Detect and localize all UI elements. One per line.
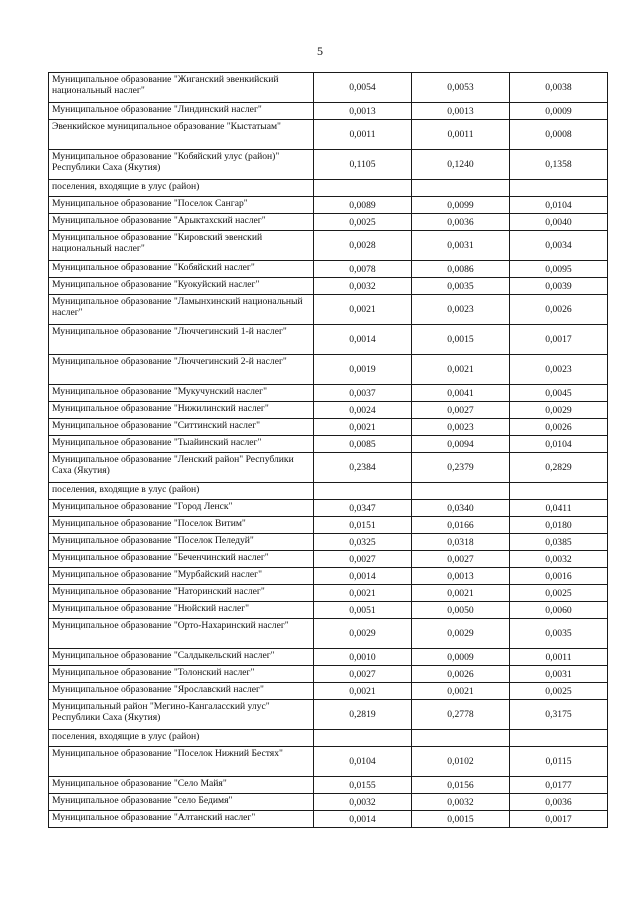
table-row [49,534,608,551]
municipality-name-cell: Муниципальный район "Мегино-Кангаласский улус" Республики Саха (Якутия) [49,700,314,730]
value-cell-2: 0,0156 [412,777,510,794]
value-cell-2: 0,0099 [412,197,510,214]
value-cell-2: 0,0041 [412,385,510,402]
value-cell-2: 0,0029 [412,619,510,649]
value-cell-1: 0,0019 [314,355,412,385]
value-cell-3: 0,0411 [510,500,608,517]
value-cell-3: 0,0009 [510,103,608,120]
value-cell-1: 0,0078 [314,261,412,278]
value-cell-1: 0,0104 [314,747,412,777]
value-cell-1: 0,0051 [314,602,412,619]
table-row [49,500,608,517]
value-cell-1: 0,0028 [314,231,412,261]
value-cell-3: 0,0025 [510,585,608,602]
value-cell-2: 0,0166 [412,517,510,534]
value-cell-3: 0,0115 [510,747,608,777]
table-row [49,568,608,585]
value-cell-3: 0,0017 [510,811,608,828]
value-cell-3: 0,0177 [510,777,608,794]
value-cell-1: 0,0325 [314,534,412,551]
municipality-name-cell: Муниципальное образование "Орто-Нахаринский наслег" [49,619,314,649]
value-cell-1: 0,0032 [314,794,412,811]
municipality-name-cell: поселения, входящие в улус (район) [49,180,314,197]
value-cell-1: 0,0027 [314,666,412,683]
value-cell-3: 0,0038 [510,73,608,103]
value-cell-1: 0,0014 [314,811,412,828]
municipality-name-cell: Муниципальное образование "Наторинский наслег" [49,585,314,602]
value-cell-3: 0,0104 [510,197,608,214]
municipality-name-cell: Муниципальное образование "Поселок Пеледуй" [49,534,314,551]
value-cell-1 [314,180,412,197]
table-row [49,666,608,683]
value-cell-1: 0,0021 [314,585,412,602]
value-cell-2: 0,0015 [412,325,510,355]
municipality-name-cell: Муниципальное образование "Ярославский наслег" [49,683,314,700]
value-cell-3: 0,0039 [510,278,608,295]
value-cell-2: 0,0015 [412,811,510,828]
municipality-name-cell: поселения, входящие в улус (район) [49,483,314,500]
municipality-name-cell: Муниципальное образование "Село Майя" [49,777,314,794]
value-cell-3 [510,180,608,197]
municipality-name-cell: Муниципальное образование "Жиганский эвенкийский национальный наслег" [49,73,314,103]
allocation-table [48,72,608,828]
municipality-name-cell: Муниципальное образование "Нижилинский наслег" [49,402,314,419]
value-cell-2: 0,0340 [412,500,510,517]
table-row [49,385,608,402]
value-cell-1: 0,2384 [314,453,412,483]
value-cell-1: 0,0013 [314,103,412,120]
value-cell-3: 0,0040 [510,214,608,231]
value-cell-1: 0,0029 [314,619,412,649]
value-cell-1: 0,0085 [314,436,412,453]
value-cell-2: 0,0094 [412,436,510,453]
value-cell-3: 0,0025 [510,683,608,700]
table-row [49,355,608,385]
value-cell-3: 0,2829 [510,453,608,483]
value-cell-1: 0,0032 [314,278,412,295]
municipality-name-cell: Муниципальное образование "Поселок Сангар" [49,197,314,214]
municipality-name-cell: Муниципальное образование "Линдинский наслег" [49,103,314,120]
table-row [49,649,608,666]
value-cell-3: 0,0095 [510,261,608,278]
municipality-name-cell: Муниципальное образование "Ситтинский наслег" [49,419,314,436]
value-cell-3 [510,730,608,747]
value-cell-3: 0,0008 [510,120,608,150]
table-row [49,794,608,811]
value-cell-3: 0,0034 [510,231,608,261]
value-cell-2: 0,0009 [412,649,510,666]
value-cell-2: 0,1240 [412,150,510,180]
table-row [49,517,608,534]
value-cell-3: 0,0385 [510,534,608,551]
value-cell-2: 0,0023 [412,419,510,436]
municipality-name-cell: Муниципальное образование "Мурбайский наслег" [49,568,314,585]
value-cell-3: 0,0026 [510,295,608,325]
value-cell-2: 0,0032 [412,794,510,811]
value-cell-2: 0,0021 [412,683,510,700]
value-cell-3: 0,0026 [510,419,608,436]
value-cell-3: 0,0017 [510,325,608,355]
table-row [49,180,608,197]
table-row [49,231,608,261]
table-row [49,120,608,150]
value-cell-1: 0,0010 [314,649,412,666]
table-row [49,619,608,649]
municipality-name-cell: Муниципальное образование "Ламынхинский национальный наслег" [49,295,314,325]
municipality-name-cell: Муниципальное образование "Кобяйский улус (район)" Республики Саха (Якутия) [49,150,314,180]
value-cell-3: 0,0045 [510,385,608,402]
value-cell-3: 0,0031 [510,666,608,683]
value-cell-3: 0,1358 [510,150,608,180]
table-row [49,419,608,436]
value-cell-2: 0,0102 [412,747,510,777]
page-number: 5 [317,44,323,58]
municipality-name-cell: Муниципальное образование "Ленский район" Республики Саха (Якутия) [49,453,314,483]
table-row [49,214,608,231]
table-row [49,150,608,180]
table-row [49,103,608,120]
value-cell-2: 0,0027 [412,402,510,419]
municipality-name-cell: Муниципальное образование "село Бедимя" [49,794,314,811]
value-cell-3: 0,0180 [510,517,608,534]
value-cell-1: 0,0014 [314,568,412,585]
value-cell-1: 0,0025 [314,214,412,231]
table-row [49,261,608,278]
value-cell-1: 0,0155 [314,777,412,794]
value-cell-1: 0,0024 [314,402,412,419]
table-row [49,747,608,777]
table-row [49,278,608,295]
value-cell-2: 0,0086 [412,261,510,278]
municipality-name-cell: Муниципальное образование "Кобяйский наслег" [49,261,314,278]
value-cell-1: 0,0011 [314,120,412,150]
municipality-name-cell: Муниципальное образование "Поселок Нижний Бестях" [49,747,314,777]
table-row [49,295,608,325]
value-cell-1: 0,0014 [314,325,412,355]
municipality-name-cell: Муниципальное образование "Салдыкельский наслег" [49,649,314,666]
table-body [49,73,608,828]
value-cell-1 [314,730,412,747]
value-cell-3 [510,483,608,500]
value-cell-1: 0,0021 [314,683,412,700]
municipality-name-cell: Эвенкийское муниципальное образование "Кыстатыам" [49,120,314,150]
value-cell-1: 0,1105 [314,150,412,180]
municipality-name-cell: Муниципальное образование "Кировский эвенский национальный наслег" [49,231,314,261]
value-cell-1: 0,0021 [314,295,412,325]
value-cell-3: 0,0060 [510,602,608,619]
municipality-name-cell: Муниципальное образование "Нюйский наслег" [49,602,314,619]
value-cell-3: 0,0029 [510,402,608,419]
value-cell-2: 0,0318 [412,534,510,551]
value-cell-1: 0,0021 [314,419,412,436]
table-row [49,325,608,355]
value-cell-2: 0,2379 [412,453,510,483]
value-cell-3: 0,0032 [510,551,608,568]
value-cell-2: 0,0035 [412,278,510,295]
value-cell-2: 0,0031 [412,231,510,261]
municipality-name-cell: Муниципальное образование "Куокуйский наслег" [49,278,314,295]
value-cell-2: 0,0021 [412,585,510,602]
municipality-name-cell: Муниципальное образование "Люччегинский 2-й наслег" [49,355,314,385]
value-cell-3: 0,0016 [510,568,608,585]
value-cell-2: 0,0013 [412,568,510,585]
value-cell-2: 0,0021 [412,355,510,385]
table-row [49,683,608,700]
value-cell-1 [314,483,412,500]
municipality-name-cell: Муниципальное образование "Толонский наслег" [49,666,314,683]
value-cell-2 [412,180,510,197]
municipality-name-cell: Муниципальное образование "Поселок Витим" [49,517,314,534]
value-cell-1: 0,0089 [314,197,412,214]
value-cell-3: 0,0104 [510,436,608,453]
value-cell-3: 0,0023 [510,355,608,385]
table-row [49,402,608,419]
value-cell-2 [412,483,510,500]
municipality-name-cell: поселения, входящие в улус (район) [49,730,314,747]
municipality-name-cell: Муниципальное образование "Арыктахский наслег" [49,214,314,231]
municipality-name-cell: Муниципальное образование "Тыайинский наслег" [49,436,314,453]
value-cell-2: 0,0013 [412,103,510,120]
value-cell-1: 0,0037 [314,385,412,402]
value-cell-2: 0,0011 [412,120,510,150]
table-row [49,585,608,602]
table-row [49,602,608,619]
municipality-name-cell: Муниципальное образование "Алтанский наслег" [49,811,314,828]
table-row [49,551,608,568]
table-row [49,453,608,483]
value-cell-2: 0,0036 [412,214,510,231]
table-row [49,811,608,828]
value-cell-1: 0,2819 [314,700,412,730]
municipality-name-cell: Муниципальное образование "Беченчинский наслег" [49,551,314,568]
value-cell-2: 0,0053 [412,73,510,103]
value-cell-1: 0,0151 [314,517,412,534]
value-cell-2: 0,0023 [412,295,510,325]
municipality-name-cell: Муниципальное образование "Город Ленск" [49,500,314,517]
value-cell-2: 0,2778 [412,700,510,730]
value-cell-3: 0,0035 [510,619,608,649]
municipality-name-cell: Муниципальное образование "Люччегинский 1-й наслег" [49,325,314,355]
value-cell-3: 0,0036 [510,794,608,811]
value-cell-1: 0,0027 [314,551,412,568]
value-cell-1: 0,0054 [314,73,412,103]
value-cell-2: 0,0050 [412,602,510,619]
municipality-name-cell: Муниципальное образование "Мукучунский наслег" [49,385,314,402]
table-row [49,483,608,500]
value-cell-2: 0,0026 [412,666,510,683]
table-row [49,777,608,794]
value-cell-3: 0,3175 [510,700,608,730]
table-row [49,197,608,214]
value-cell-2 [412,730,510,747]
table-row [49,730,608,747]
table-row [49,73,608,103]
table-row [49,700,608,730]
table-row [49,436,608,453]
value-cell-2: 0,0027 [412,551,510,568]
value-cell-3: 0,0011 [510,649,608,666]
value-cell-1: 0,0347 [314,500,412,517]
